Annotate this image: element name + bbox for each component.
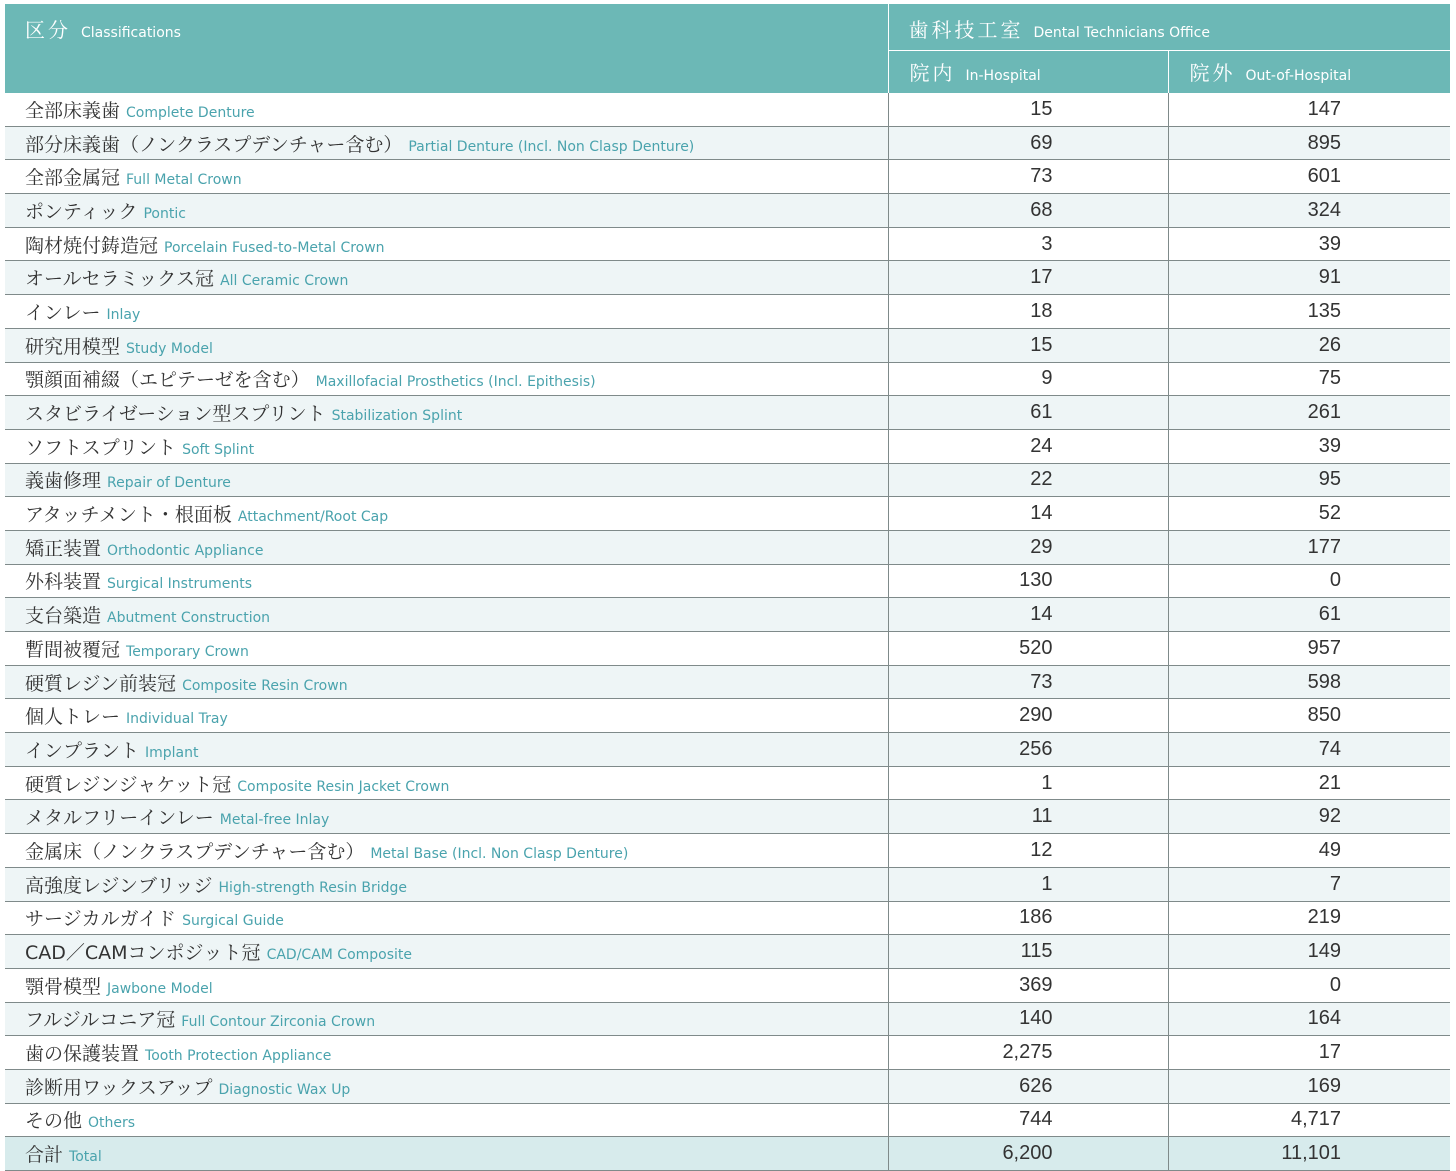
table-row	[5, 396, 1450, 430]
table-header	[5, 4, 1450, 93]
classification-cell	[5, 901, 888, 935]
classification-en: Jawbone Model	[107, 980, 213, 997]
classification-cell	[5, 328, 888, 362]
out-hospital-value: 4,717	[1168, 1103, 1450, 1137]
table-row	[5, 160, 1450, 194]
out-hospital-value: 261	[1168, 396, 1450, 430]
total-out-hospital: 11,101	[1168, 1137, 1450, 1171]
classification-en: Porcelain Fused-to-Metal Crown	[164, 239, 385, 256]
classification-en: Orthodontic Appliance	[107, 542, 264, 559]
classification-en: Pontic	[143, 205, 186, 222]
table-row	[5, 328, 1450, 362]
table-body	[5, 93, 1450, 1171]
office-header	[888, 4, 1450, 50]
classification-cell	[5, 227, 888, 261]
out-hospital-value: 95	[1168, 463, 1450, 497]
classification-ja: 全部金属冠	[25, 167, 121, 190]
in-hospital-value: 369	[888, 968, 1168, 1002]
classification-cell	[5, 530, 888, 564]
in-hospital-value: 22	[888, 463, 1168, 497]
table-row	[5, 598, 1450, 632]
table-row	[5, 1069, 1450, 1103]
out-hospital-value: 21	[1168, 766, 1450, 800]
classification-cell	[5, 598, 888, 632]
total-label	[5, 1137, 888, 1171]
out-hospital-value: 39	[1168, 429, 1450, 463]
classification-ja: 硬質レジン前装冠	[25, 672, 177, 695]
classification-cell	[5, 396, 888, 430]
classification-cell	[5, 1103, 888, 1137]
table-row	[5, 194, 1450, 228]
classification-en: Temporary Crown	[126, 643, 249, 660]
classification-ja: 硬質レジンジャケット冠	[25, 773, 232, 796]
out-hospital-value: 601	[1168, 160, 1450, 194]
in-hospital-value: 744	[888, 1103, 1168, 1137]
out-hospital-value: 75	[1168, 362, 1450, 396]
table-row	[5, 126, 1450, 160]
in-hospital-value: 11	[888, 800, 1168, 834]
in-hospital-value: 256	[888, 733, 1168, 767]
table-row	[5, 261, 1450, 295]
table-row	[5, 564, 1450, 598]
classification-en: Tooth Protection Appliance	[145, 1048, 332, 1065]
out-hospital-value: 149	[1168, 935, 1450, 969]
in-hospital-value: 3	[888, 227, 1168, 261]
classification-ja: 金属床（ノンクラスプデンチャー含む）	[25, 840, 365, 863]
out-hospital-value: 164	[1168, 1002, 1450, 1036]
classification-cell	[5, 766, 888, 800]
classification-ja: 研究用模型	[25, 335, 121, 358]
out-hospital-value: 177	[1168, 530, 1450, 564]
classification-en: Implant	[145, 744, 199, 761]
classification-en: Metal Base (Incl. Non Clasp Denture)	[370, 845, 629, 862]
out-hospital-value: 74	[1168, 733, 1450, 767]
total-in-hospital: 6,200	[888, 1137, 1168, 1171]
table-row	[5, 429, 1450, 463]
in-hospital-value: 18	[888, 295, 1168, 329]
classification-ja: 全部床義歯	[25, 99, 121, 122]
table-row	[5, 93, 1450, 126]
classification-ja: 外科装置	[25, 571, 102, 594]
classification-ja: 高強度レジンブリッジ	[25, 874, 213, 897]
classification-en: Soft Splint	[182, 441, 255, 458]
total-row	[5, 1137, 1450, 1171]
classification-en: Complete Denture	[126, 104, 255, 121]
classification-cell	[5, 665, 888, 699]
table-row	[5, 867, 1450, 901]
classification-cell	[5, 93, 888, 126]
classification-cell	[5, 295, 888, 329]
classification-ja: オールセラミックス冠	[25, 268, 215, 291]
in-hospital-value: 73	[888, 160, 1168, 194]
classification-en: Metal-free Inlay	[219, 812, 330, 829]
classification-ja: インレー	[25, 301, 101, 324]
classification-cell	[5, 463, 888, 497]
out-hospital-value: 0	[1168, 564, 1450, 598]
classification-cell	[5, 834, 888, 868]
out-hospital-value: 26	[1168, 328, 1450, 362]
out-hospital-header-ja: 院外	[1189, 60, 1236, 85]
table-row	[5, 1002, 1450, 1036]
classification-en: Attachment/Root Cap	[237, 509, 389, 526]
classification-cell	[5, 867, 888, 901]
classification-table-container	[5, 4, 1450, 1171]
classifications-header-ja: 区分	[25, 18, 71, 42]
total-ja: 合計	[25, 1144, 64, 1167]
table-row	[5, 295, 1450, 329]
classification-ja: スタビライゼーション型スプリント	[25, 403, 326, 426]
in-hospital-value: 2,275	[888, 1036, 1168, 1070]
classification-ja: アタッチメント・根面板	[25, 504, 232, 527]
classification-en: Surgical Guide	[182, 913, 284, 930]
classification-ja: フルジルコニア冠	[25, 1009, 176, 1032]
office-header-ja: 歯科技工室	[908, 18, 1024, 42]
out-hospital-header	[1168, 50, 1450, 93]
in-hospital-value: 14	[888, 497, 1168, 531]
classification-cell	[5, 968, 888, 1002]
classification-cell	[5, 497, 888, 531]
in-hospital-value: 115	[888, 935, 1168, 969]
classification-cell	[5, 1036, 888, 1070]
out-hospital-value: 895	[1168, 126, 1450, 160]
classification-ja: 診断用ワックスアップ	[25, 1076, 213, 1099]
office-header-en: Dental Technicians Office	[1033, 25, 1210, 41]
classification-cell	[5, 800, 888, 834]
out-hospital-value: 7	[1168, 867, 1450, 901]
classification-ja: その他	[25, 1110, 83, 1133]
classification-ja: サージカルガイド	[25, 908, 177, 931]
classification-cell	[5, 1069, 888, 1103]
classification-en: High-strength Resin Bridge	[218, 879, 408, 896]
out-hospital-value: 957	[1168, 632, 1450, 666]
classification-cell	[5, 429, 888, 463]
out-hospital-value: 147	[1168, 93, 1450, 126]
classification-en: Diagnostic Wax Up	[218, 1081, 351, 1098]
table-row	[5, 632, 1450, 666]
in-hospital-value: 140	[888, 1002, 1168, 1036]
table-row	[5, 834, 1450, 868]
classification-table	[5, 4, 1450, 1171]
out-hospital-value: 219	[1168, 901, 1450, 935]
out-hospital-value: 0	[1168, 968, 1450, 1002]
classification-ja: ソフトスプリント	[25, 436, 177, 459]
classification-en: Maxillofacial Prosthetics (Incl. Epithesis)	[315, 374, 596, 391]
in-hospital-value: 1	[888, 867, 1168, 901]
table-row	[5, 766, 1450, 800]
classification-en: Full Metal Crown	[126, 172, 242, 189]
in-hospital-value: 130	[888, 564, 1168, 598]
out-hospital-value: 91	[1168, 261, 1450, 295]
in-hospital-header-ja: 院内	[909, 60, 956, 85]
table-row	[5, 699, 1450, 733]
in-hospital-value: 1	[888, 766, 1168, 800]
classification-en: Individual Tray	[126, 711, 228, 728]
classification-ja: 顎骨模型	[25, 975, 102, 998]
out-hospital-value: 52	[1168, 497, 1450, 531]
in-hospital-value: 24	[888, 429, 1168, 463]
classification-ja: 部分床義歯（ノンクラスプデンチャー含む）	[25, 133, 403, 156]
classification-en: Abutment Construction	[107, 610, 271, 627]
in-hospital-value: 69	[888, 126, 1168, 160]
classification-cell	[5, 699, 888, 733]
classification-ja: 歯の保護装置	[25, 1043, 140, 1066]
classification-cell	[5, 126, 888, 160]
in-hospital-value: 12	[888, 834, 1168, 868]
classification-en: Repair of Denture	[107, 475, 231, 492]
classification-cell	[5, 261, 888, 295]
classification-en: Full Contour Zirconia Crown	[181, 1014, 376, 1031]
classification-cell	[5, 935, 888, 969]
classification-en: Study Model	[126, 340, 213, 357]
in-hospital-value: 15	[888, 93, 1168, 126]
classification-cell	[5, 194, 888, 228]
out-hospital-value: 850	[1168, 699, 1450, 733]
table-row	[5, 800, 1450, 834]
table-row	[5, 497, 1450, 531]
table-row	[5, 1103, 1450, 1137]
classification-ja: 義歯修理	[25, 470, 102, 493]
table-row	[5, 935, 1450, 969]
classification-en: Surgical Instruments	[107, 576, 252, 593]
classification-ja: 支台築造	[25, 605, 102, 628]
out-hospital-value: 169	[1168, 1069, 1450, 1103]
classification-en: Others	[88, 1115, 136, 1132]
table-row	[5, 733, 1450, 767]
in-hospital-value: 61	[888, 396, 1168, 430]
table-row	[5, 901, 1450, 935]
classification-cell	[5, 733, 888, 767]
classification-cell	[5, 160, 888, 194]
classification-en: All Ceramic Crown	[220, 273, 349, 290]
table-row	[5, 530, 1450, 564]
in-hospital-value: 290	[888, 699, 1168, 733]
out-hospital-header-en: Out-of-Hospital	[1245, 67, 1352, 84]
classifications-header	[5, 4, 888, 93]
table-row	[5, 463, 1450, 497]
in-hospital-value: 15	[888, 328, 1168, 362]
classification-ja: メタルフリーインレー	[25, 807, 214, 830]
out-hospital-value: 324	[1168, 194, 1450, 228]
classification-ja: 陶材焼付鋳造冠	[25, 234, 159, 257]
classification-en: Partial Denture (Incl. Non Clasp Denture)	[408, 138, 695, 155]
out-hospital-value: 92	[1168, 800, 1450, 834]
out-hospital-value: 49	[1168, 834, 1450, 868]
classification-en: Composite Resin Crown	[182, 677, 348, 694]
table-row	[5, 665, 1450, 699]
out-hospital-value: 598	[1168, 665, 1450, 699]
classification-ja: ポンティック	[25, 200, 138, 223]
classification-ja: 暫間被覆冠	[25, 638, 121, 661]
table-row	[5, 227, 1450, 261]
in-hospital-value: 520	[888, 632, 1168, 666]
classifications-header-en: Classifications	[81, 25, 181, 41]
classification-en: Composite Resin Jacket Crown	[237, 778, 450, 795]
in-hospital-value: 17	[888, 261, 1168, 295]
in-hospital-value: 29	[888, 530, 1168, 564]
in-hospital-value: 68	[888, 194, 1168, 228]
in-hospital-value: 14	[888, 598, 1168, 632]
classification-ja: 矯正装置	[25, 537, 102, 560]
out-hospital-value: 61	[1168, 598, 1450, 632]
table-row	[5, 362, 1450, 396]
in-hospital-value: 626	[888, 1069, 1168, 1103]
classification-en: Inlay	[106, 306, 141, 323]
classification-ja: 個人トレー	[25, 706, 121, 729]
total-en: Total	[69, 1149, 102, 1166]
out-hospital-value: 39	[1168, 227, 1450, 261]
out-hospital-value: 17	[1168, 1036, 1450, 1070]
classification-ja: 顎顔面補綴（エピテーゼを含む）	[25, 369, 310, 392]
in-hospital-value: 186	[888, 901, 1168, 935]
classification-cell	[5, 632, 888, 666]
in-hospital-header	[888, 50, 1168, 93]
classification-en: Stabilization Splint	[331, 408, 463, 425]
classification-cell	[5, 362, 888, 396]
out-hospital-value: 135	[1168, 295, 1450, 329]
table-row	[5, 1036, 1450, 1070]
classification-cell	[5, 564, 888, 598]
classification-ja: インプラント	[25, 739, 140, 762]
table-row	[5, 968, 1450, 1002]
in-hospital-value: 73	[888, 665, 1168, 699]
classification-en: CAD/CAM Composite	[266, 947, 413, 964]
in-hospital-header-en: In-Hospital	[965, 67, 1041, 84]
classification-cell	[5, 1002, 888, 1036]
classification-ja: CAD／CAMコンポジット冠	[25, 942, 261, 965]
in-hospital-value: 9	[888, 362, 1168, 396]
